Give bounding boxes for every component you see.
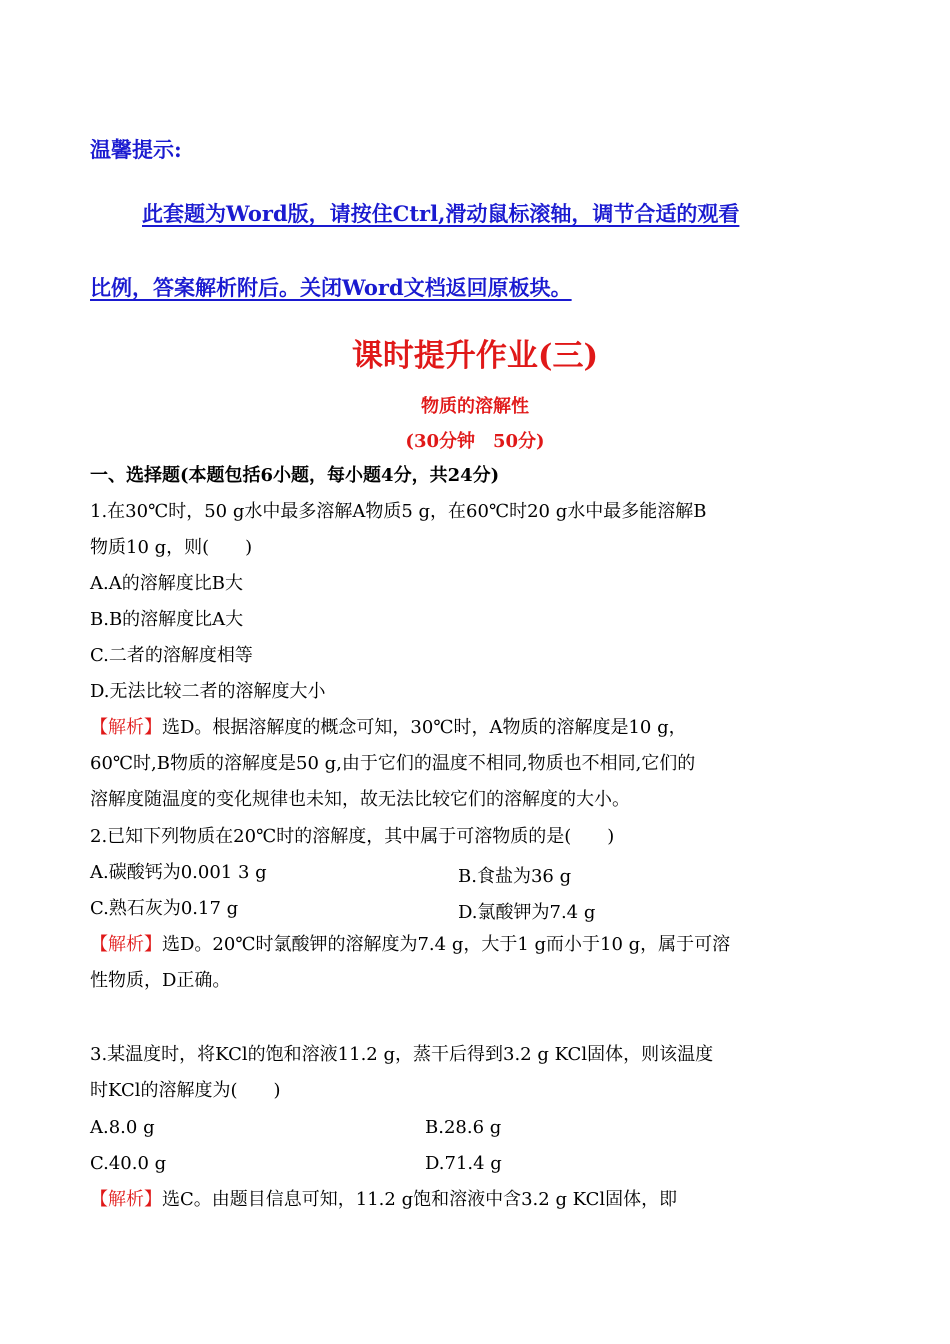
- q1-option-c: C.二者的溶解度相等: [90, 645, 253, 666]
- q1-explanation-line-2: 60℃时,B物质的溶解度是50 g,由于它们的温度不相同,物质也不相同,它们的: [90, 753, 696, 774]
- q3-stem-line-1: 3.某温度时，将KCl的饱和溶液11.2 g，蒸干后得到3.2 g KCl固体，则该温度: [90, 1044, 714, 1065]
- q3-option-d: D.71.4 g: [425, 1153, 502, 1174]
- q2-explanation-line-2: 性物质，D正确。: [90, 970, 231, 991]
- q2-explanation-tag: 【解析】: [90, 934, 162, 955]
- section-heading: 一、选择题(本题包括6小题，每小题4分，共24分): [90, 465, 500, 486]
- q3-explanation-text: 选C。由题目信息可知，11.2 g饱和溶液中含3.2 g KCl固体，即: [162, 1189, 678, 1210]
- q1-option-d: D.无法比较二者的溶解度大小: [90, 681, 326, 702]
- q3-option-b: B.28.6 g: [425, 1117, 502, 1138]
- q3-option-c: C.40.0 g: [90, 1153, 167, 1174]
- q2-explanation-line-1: [90, 934, 730, 956]
- q2-stem: 2.已知下列物质在20℃时的溶解度，其中属于可溶物质的是( ): [90, 826, 615, 847]
- q1-stem-line-1: 1.在30℃时，50 g水中最多溶解A物质5 g，在60℃时20 g水中最多能溶解B: [90, 501, 707, 522]
- q3-stem-line-2: 时KCl的溶解度为( ): [90, 1080, 281, 1101]
- time-score-note: (30分钟 50分): [405, 431, 545, 452]
- q3-option-a: A.8.0 g: [90, 1117, 155, 1138]
- q1-explanation-tag: 【解析】: [90, 717, 162, 738]
- q2-option-b: B.食盐为36 g: [458, 866, 572, 887]
- q2-option-a: A.碳酸钙为0.001 3 g: [90, 862, 267, 883]
- q1-explanation-text: 选D。根据溶解度的概念可知，30℃时，A物质的溶解度是10 g，: [162, 717, 687, 738]
- q2-option-d: D.氯酸钾为7.4 g: [458, 902, 596, 923]
- tip-line-1: 此套题为Word版，请按住Ctrl,滑动鼠标滚轴，调节合适的观看: [142, 201, 740, 226]
- page-subtitle: 物质的溶解性: [421, 396, 529, 417]
- q2-option-c: C.熟石灰为0.17 g: [90, 898, 239, 919]
- q3-explanation-tag: 【解析】: [90, 1189, 162, 1210]
- tip-line-2: 比例，答案解析附后。关闭Word文档返回原板块。: [90, 275, 572, 300]
- q1-option-b: B.B的溶解度比A大: [90, 609, 244, 630]
- q1-explanation-line-3: 溶解度随温度的变化规律也未知，故无法比较它们的溶解度的大小。: [90, 789, 630, 810]
- q1-explanation-line-1: [90, 717, 687, 739]
- tip-title: 温馨提示:: [90, 137, 182, 162]
- q2-explanation-text: 选D。20℃时氯酸钾的溶解度为7.4 g，大于1 g而小于10 g，属于可溶: [162, 934, 731, 955]
- q1-option-a: A.A的溶解度比B大: [90, 573, 243, 594]
- q1-stem-line-2: 物质10 g，则( ): [90, 537, 253, 558]
- q3-explanation-line-1: [90, 1189, 677, 1211]
- page-title: 课时提升作业(三): [351, 338, 599, 374]
